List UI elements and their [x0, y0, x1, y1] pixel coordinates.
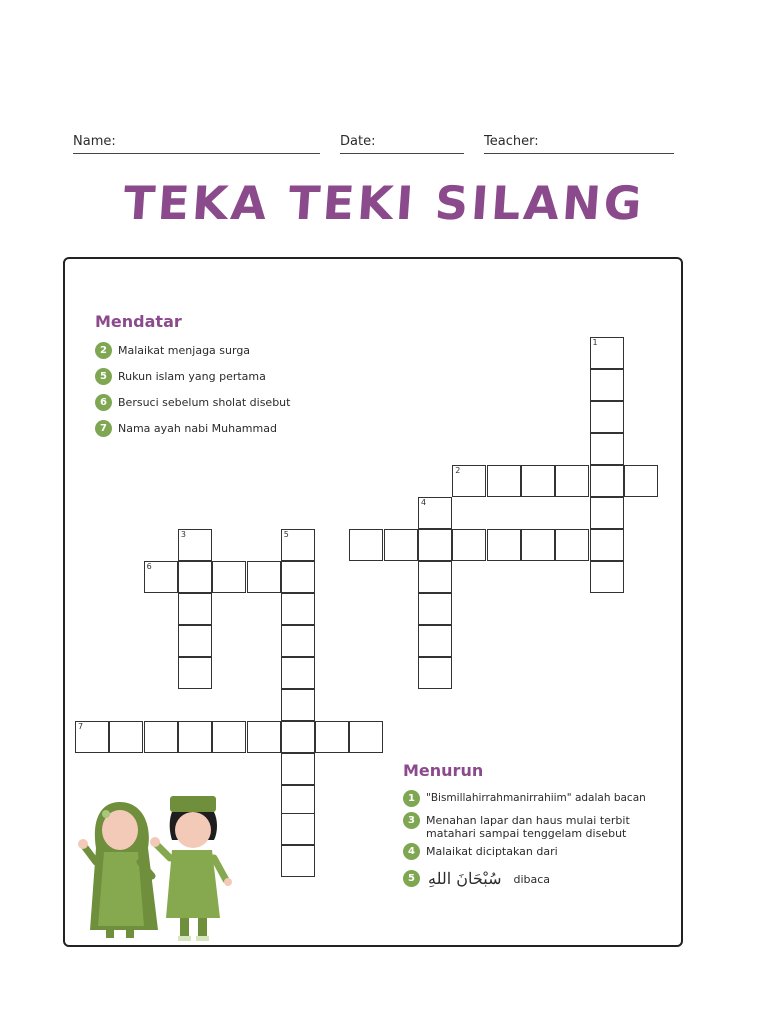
- crossword-cell[interactable]: [247, 721, 281, 753]
- crossword-cell[interactable]: [590, 433, 624, 465]
- menurun-clue: [403, 843, 558, 860]
- teacher-line[interactable]: [484, 153, 674, 154]
- crossword-cell[interactable]: [281, 753, 315, 785]
- girl-figure: [78, 802, 158, 938]
- crossword-cell[interactable]: [281, 593, 315, 625]
- mendatar-heading: Mendatar: [95, 312, 182, 331]
- cell-number: 5: [283, 530, 289, 539]
- crossword-cell[interactable]: [521, 529, 555, 561]
- crossword-cell[interactable]: [178, 625, 212, 657]
- crossword-cell[interactable]: [281, 657, 315, 689]
- cell-number: 6: [146, 562, 152, 571]
- crossword-cell[interactable]: [281, 529, 315, 561]
- cell-number: 2: [455, 466, 461, 475]
- crossword-cell[interactable]: [521, 465, 555, 497]
- crossword-cell[interactable]: [75, 721, 109, 753]
- crossword-cell[interactable]: [555, 465, 589, 497]
- crossword-cell[interactable]: [349, 529, 383, 561]
- teacher-label: Teacher:: [484, 134, 539, 149]
- cell-number: 1: [592, 338, 598, 347]
- crossword-cell[interactable]: [144, 721, 178, 753]
- clue-text: Menahan lapar dan haus mulai terbit matahari sampai tenggelam disebut: [426, 814, 630, 840]
- clue-text: Bersuci sebelum sholat disebut: [118, 396, 291, 409]
- crossword-cell[interactable]: [212, 721, 246, 753]
- clue-number-badge: 2: [95, 342, 112, 359]
- mendatar-clue: [95, 420, 277, 437]
- crossword-cell[interactable]: [144, 561, 178, 593]
- girl-and-boy-icon: [76, 792, 238, 944]
- clue-number-badge: 5: [403, 870, 420, 887]
- crossword-cell[interactable]: [247, 561, 281, 593]
- crossword-cell[interactable]: [281, 561, 315, 593]
- crossword-cell[interactable]: [418, 529, 452, 561]
- clue-text: Nama ayah nabi Muhammad: [118, 422, 277, 435]
- name-label: Name:: [73, 134, 116, 149]
- menurun-heading: Menurun: [403, 761, 484, 780]
- crossword-cell[interactable]: [281, 689, 315, 721]
- menurun-clue: [403, 869, 550, 888]
- clue-number-badge: 7: [95, 420, 112, 437]
- name-line[interactable]: [73, 153, 320, 154]
- crossword-cell[interactable]: [590, 369, 624, 401]
- crossword-cell[interactable]: [384, 529, 418, 561]
- cell-number: 3: [180, 530, 186, 539]
- crossword-cell[interactable]: [178, 561, 212, 593]
- crossword-cell[interactable]: [590, 529, 624, 561]
- crossword-cell[interactable]: [590, 561, 624, 593]
- crossword-cell[interactable]: [590, 497, 624, 529]
- mendatar-clue: [95, 394, 290, 411]
- crossword-cell[interactable]: [487, 465, 521, 497]
- cell-number: 7: [78, 722, 84, 731]
- crossword-cell[interactable]: [452, 465, 486, 497]
- crossword-cell[interactable]: [281, 721, 315, 753]
- menurun-clue: [403, 790, 665, 807]
- crossword-cell[interactable]: [281, 845, 315, 877]
- cell-number: 4: [421, 498, 427, 507]
- clue-number-badge: 5: [95, 368, 112, 385]
- clue-number-badge: 6: [95, 394, 112, 411]
- crossword-cell[interactable]: [281, 625, 315, 657]
- crossword-cell[interactable]: [315, 721, 349, 753]
- crossword-cell[interactable]: [452, 529, 486, 561]
- clue-text: Rukun islam yang pertama: [118, 370, 266, 383]
- crossword-cell[interactable]: [109, 721, 143, 753]
- boy-figure: [150, 796, 232, 941]
- clue-text: dibaca: [513, 873, 551, 886]
- mendatar-clue: [95, 368, 266, 385]
- crossword-cell[interactable]: [418, 593, 452, 625]
- arabic-subhanallah-text: سُبْحَانَ اللهِ: [428, 869, 502, 888]
- crossword-cell[interactable]: [555, 529, 589, 561]
- crossword-cell[interactable]: [178, 721, 212, 753]
- clue-text: Malaikat menjaga surga: [118, 344, 251, 357]
- crossword-cell[interactable]: [418, 497, 452, 529]
- crossword-cell[interactable]: [212, 561, 246, 593]
- crossword-cell[interactable]: [349, 721, 383, 753]
- date-line[interactable]: [340, 153, 464, 154]
- clue-number-badge: 3: [403, 812, 420, 829]
- crossword-cell[interactable]: [624, 465, 658, 497]
- crossword-cell[interactable]: [418, 625, 452, 657]
- crossword-cell[interactable]: [178, 657, 212, 689]
- date-label: Date:: [340, 134, 376, 149]
- crossword-cell[interactable]: [590, 465, 624, 497]
- clue-text: "Bismillahirrahmanirrahiim" adalah bacan: [426, 792, 646, 804]
- crossword-cell[interactable]: [178, 529, 212, 561]
- clue-text: Malaikat diciptakan dari: [426, 845, 558, 858]
- crossword-cell[interactable]: [590, 337, 624, 369]
- clue-number-badge: 1: [403, 790, 420, 807]
- crossword-cell[interactable]: [178, 593, 212, 625]
- crossword-cell[interactable]: [418, 561, 452, 593]
- page-title: TEKA TEKI SILANG: [121, 176, 647, 230]
- mendatar-clue: [95, 342, 250, 359]
- menurun-clue: [403, 812, 653, 840]
- crossword-cell[interactable]: [281, 813, 315, 845]
- clue-number-badge: 4: [403, 843, 420, 860]
- crossword-cell[interactable]: [418, 657, 452, 689]
- crossword-cell[interactable]: [590, 401, 624, 433]
- crossword-cell[interactable]: [487, 529, 521, 561]
